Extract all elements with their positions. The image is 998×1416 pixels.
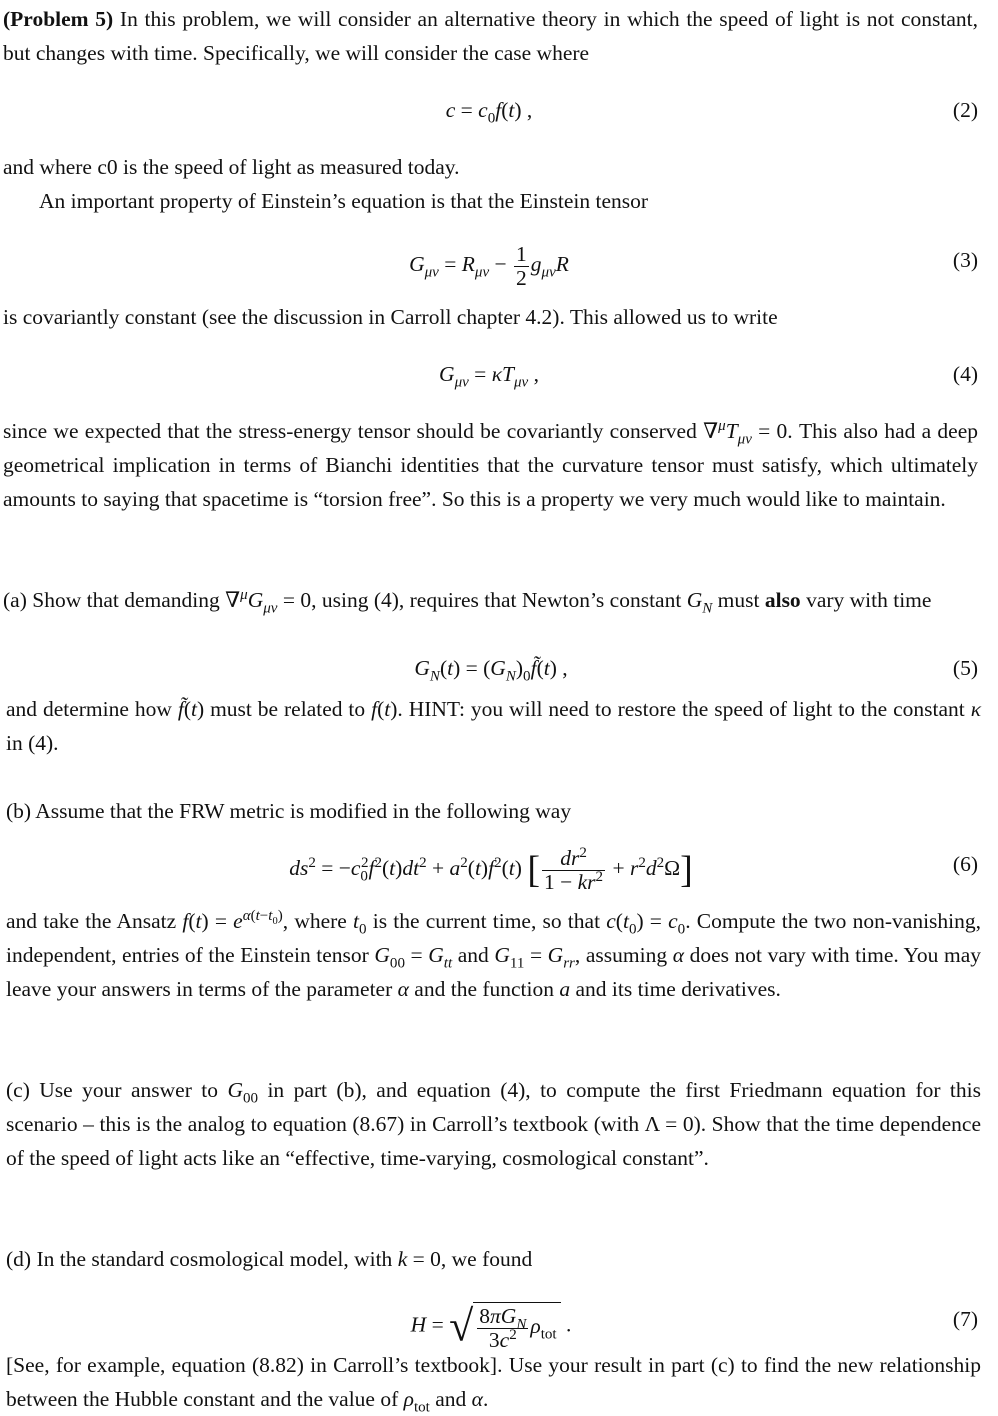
- equation-3-number: (3): [952, 248, 978, 272]
- equation-6: $ds^2 = -c_0^2f^2(t)dt^2 + a^2(t)f^2(t)$ [ $\frac{dr^2}{1 - kr^2}$ + $r^2d^2\Omega$] (6): [289, 844, 978, 894]
- equation-3: $G_{\mu\nu} = R_{\mu\nu}$ − $\frac{1}{2}$ $g_{\mu\nu}R$ (3): [409, 242, 978, 290]
- equation-5-number: (5): [952, 656, 978, 680]
- equation-7-number: (7): [952, 1307, 978, 1331]
- intro-paragraph: [3, 2, 978, 70]
- part-b-paragraph: and take the Ansatz $f(t) = e^{\alpha(t-t_0)}$, where $t_0$ is the current time, so that $c(t_0) = c_0$. Compute the two non-vanishing, independent, entries of the Einstein tensor $G_{00} = G_{tt}$ and $G_{11} = G_{rr}$, assuming α does not vary with time. You may leave your answers in terms of the parameter α and the function a and its time derivatives.: [6, 907, 982, 1001]
- equation-5: $G_N(t)$ = $(G_N)_0f̃(t)$ , (5): [0, 651, 998, 685]
- after-eq2-line1: and where c0 is the speed of light as measured today.: [3, 155, 460, 179]
- problem-heading: (Problem 5): [3, 7, 114, 31]
- equation-7: H = √ $\frac{8\pi G_N}{3c^2}$ $\rho_{tot}$ . (7): [410, 1301, 978, 1352]
- intro-text: In this problem, we will consider an alternative theory in which the speed of light is not constant, but changes with time. Specifically, we will consider the case where: [3, 7, 978, 65]
- part-b-intro: (b) Assume that the FRW metric is modified in the following way: [6, 799, 572, 823]
- part-d-intro: (d) In the standard cosmological model, with k = 0, we found: [6, 1247, 533, 1271]
- part-a-paragraph: (a) Show that demanding $\nabla^\mu G_{\mu\nu} = 0$, using (4), requires that Newton’s constant $G_N$ must also vary with time: [3, 586, 932, 617]
- part-c-paragraph: (c) Use your answer to $G_{00}$ in part (b), and equation (4), to compute the first Friedmann equation for this scenario – this is the analog to equation (8.67) in Carroll’s textbook (with Λ = 0). Show that the time dependence of the speed of light acts like an “effective, time-varying, cosmological constant”.: [6, 1078, 981, 1170]
- equation-2-number: (2): [952, 98, 978, 122]
- after-eq4-paragraph: since we expected that the stress-energy tensor should be covariantly conserved $\nabla^\mu T_{\mu\nu} = 0$. This also had a deep geometrical implication in terms of Bianchi identities that the curvature tensor must satisfy, which ultimately amounts to saying that spacetime is “torsion free”. So this is a property we very much would like to maintain.: [3, 417, 979, 511]
- equation-4-number: (4): [952, 362, 978, 386]
- equation-4: $G_{\mu\nu} = \kappa T_{\mu\nu}$ , (4): [0, 357, 998, 391]
- equation-6-number: (6): [952, 852, 978, 876]
- after-eq2-line2: An important property of Einstein’s equation is that the Einstein tensor: [39, 189, 649, 213]
- after-eq3-text: is covariantly constant (see the discussion in Carroll chapter 4.2). This allowed us to write: [3, 305, 778, 329]
- part-a-continuation: and determine how f̃(t) must be related to f(t). HINT: you will need to restore the speed of light to the constant κ in (4).: [6, 697, 982, 755]
- part-d-paragraph: [See, for example, equation (8.82) in Carroll’s textbook]. Use your result in part (c) to find the new relationship between the Hubble constant and the value of $\rho_{tot}$ and α.: [6, 1353, 981, 1416]
- equation-2: $c = c_0f(t)$ , (2): [0, 93, 998, 127]
